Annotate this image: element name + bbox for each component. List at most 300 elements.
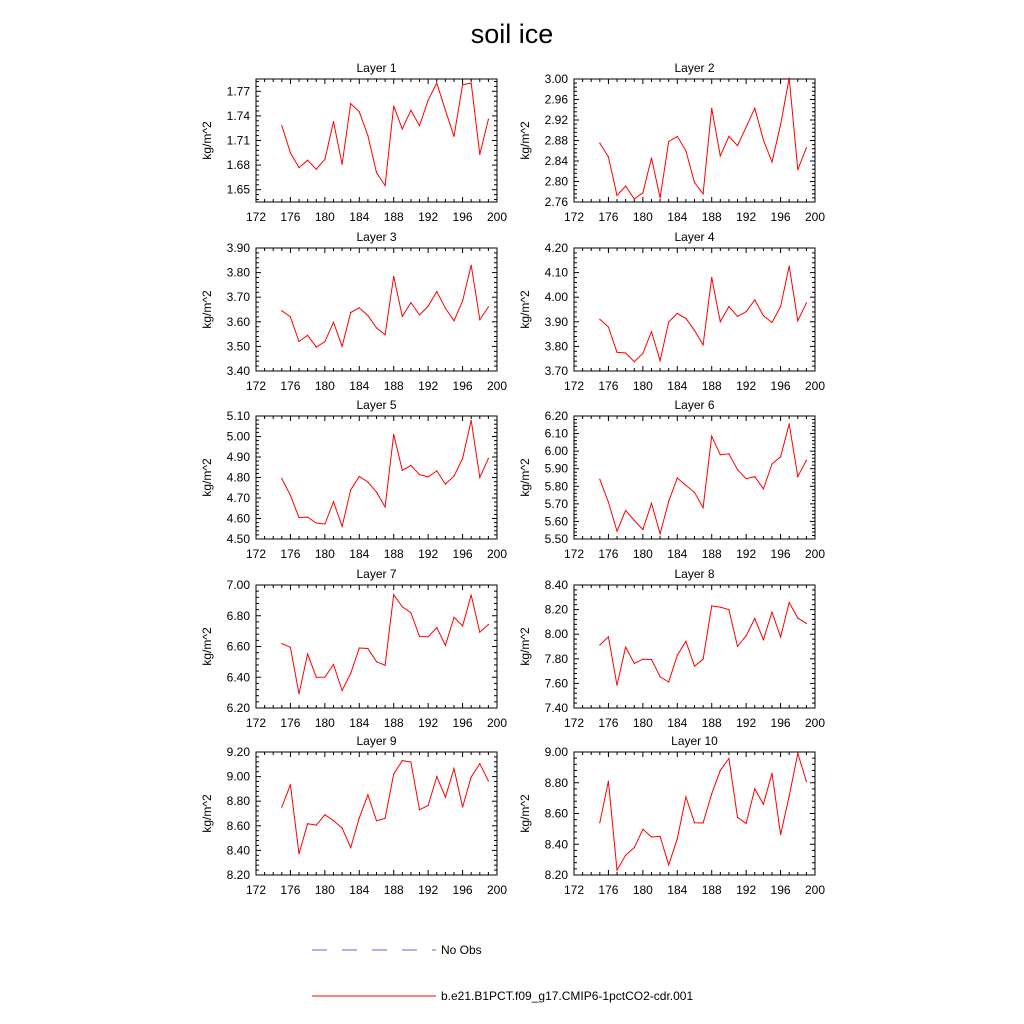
data-point	[746, 127, 747, 128]
data-point	[298, 693, 299, 694]
data-point	[333, 664, 334, 665]
x-tick-label: 184	[667, 210, 688, 224]
y-tick-label: 5.80	[544, 479, 568, 494]
data-point	[763, 488, 764, 489]
data-point	[488, 119, 489, 120]
data-point	[445, 484, 446, 485]
y-tick-label: 8.00	[544, 627, 568, 642]
x-tick-label: 184	[349, 379, 370, 393]
plot-frame	[574, 752, 815, 875]
data-point	[402, 128, 403, 129]
panel-title: Layer 10	[671, 734, 718, 748]
panel-title: Layer 4	[674, 230, 715, 244]
data-point	[471, 420, 472, 421]
data-point	[694, 822, 695, 823]
data-point	[350, 673, 351, 674]
y-tick-label: 5.50	[544, 532, 568, 546]
x-tick-label: 200	[486, 883, 508, 897]
data-point	[436, 470, 437, 471]
data-point	[608, 156, 609, 157]
plot-frame	[574, 79, 815, 202]
data-point	[453, 768, 454, 769]
data-point	[298, 853, 299, 854]
data-point	[771, 161, 772, 162]
x-tick-label: 196	[770, 883, 791, 897]
data-point	[419, 314, 420, 315]
y-axis-label: kg/m^2	[200, 627, 214, 666]
data-point	[367, 135, 368, 136]
y-tick-label: 8.20	[544, 602, 568, 617]
data-point	[780, 124, 781, 125]
data-point	[660, 360, 661, 361]
data-point	[385, 818, 386, 819]
data-point	[453, 320, 454, 321]
data-point	[616, 870, 617, 871]
data-point	[685, 150, 686, 151]
data-point	[393, 434, 394, 435]
data-point	[471, 83, 472, 84]
data-point	[410, 612, 411, 613]
y-axis-label: kg/m^2	[518, 121, 532, 160]
y-tick-label: 4.60	[226, 511, 250, 526]
data-point	[316, 522, 317, 523]
data-point	[616, 531, 617, 532]
series-line	[282, 420, 489, 526]
y-axis-label: kg/m^2	[200, 794, 214, 833]
data-point	[660, 533, 661, 534]
data-point	[342, 526, 343, 527]
plot-frame	[256, 752, 497, 875]
panel-title: Layer 9	[356, 734, 397, 748]
x-tick-label: 184	[349, 210, 370, 224]
data-point	[385, 506, 386, 507]
x-tick-label: 180	[632, 547, 653, 561]
data-point	[616, 352, 617, 353]
y-tick-label: 8.40	[544, 837, 568, 852]
data-point	[797, 618, 798, 619]
data-point	[281, 478, 282, 479]
data-point	[677, 136, 678, 137]
data-point	[471, 776, 472, 777]
x-tick-label: 176	[598, 379, 619, 393]
y-tick-label: 6.60	[226, 639, 250, 654]
data-point	[324, 814, 325, 815]
data-point	[290, 152, 291, 153]
data-point	[763, 315, 764, 316]
x-tick-label: 196	[770, 210, 791, 224]
data-point	[316, 825, 317, 826]
data-point	[333, 322, 334, 323]
data-point	[797, 320, 798, 321]
data-point	[367, 481, 368, 482]
x-tick-label: 180	[314, 716, 335, 730]
x-tick-label: 196	[452, 716, 473, 730]
data-point	[651, 503, 652, 504]
data-point	[711, 277, 712, 278]
data-point	[402, 760, 403, 761]
x-tick-label: 196	[770, 716, 791, 730]
data-point	[703, 344, 704, 345]
data-point	[307, 517, 308, 518]
data-point	[436, 291, 437, 292]
x-tick-label: 192	[736, 210, 757, 224]
y-tick-label: 3.60	[226, 314, 250, 329]
data-point	[754, 108, 755, 109]
x-tick-label: 196	[770, 379, 791, 393]
data-point	[281, 125, 282, 126]
data-point	[694, 330, 695, 331]
data-point	[668, 321, 669, 322]
x-tick-label: 196	[452, 210, 473, 224]
panels-group	[200, 61, 825, 897]
y-tick-label: 5.10	[226, 409, 250, 423]
data-point	[333, 501, 334, 502]
data-point	[806, 302, 807, 303]
data-point	[298, 517, 299, 518]
x-tick-label: 200	[486, 210, 508, 224]
y-tick-label: 4.70	[226, 491, 250, 505]
data-point	[677, 655, 678, 656]
y-tick-label: 5.00	[226, 429, 250, 444]
panel-title: Layer 3	[356, 230, 397, 244]
data-point	[471, 265, 472, 266]
data-point	[668, 141, 669, 142]
data-point	[350, 847, 351, 848]
y-tick-label: 5.70	[544, 496, 568, 511]
data-point	[333, 121, 334, 122]
panel-layer-10	[518, 734, 825, 897]
data-point	[703, 193, 704, 194]
data-point	[393, 106, 394, 107]
y-tick-label: 2.88	[544, 133, 568, 148]
x-tick-label: 200	[804, 210, 826, 224]
x-tick-label: 180	[632, 716, 653, 730]
x-tick-label: 180	[632, 883, 653, 897]
x-tick-label: 192	[736, 883, 757, 897]
data-point	[642, 192, 643, 193]
x-tick-label: 172	[563, 379, 585, 393]
data-point	[445, 308, 446, 309]
data-point	[290, 495, 291, 496]
x-tick-label: 172	[563, 716, 585, 730]
y-tick-label: 8.20	[226, 868, 250, 882]
panel-title: Layer 7	[356, 567, 397, 581]
data-point	[651, 331, 652, 332]
data-point	[393, 594, 394, 595]
data-point	[479, 477, 480, 478]
data-point	[720, 321, 721, 322]
data-point	[479, 763, 480, 764]
data-point	[350, 103, 351, 104]
data-point	[789, 265, 790, 266]
data-point	[359, 476, 360, 477]
y-tick-label: 8.40	[226, 843, 250, 858]
x-tick-label: 188	[701, 379, 722, 393]
data-point	[685, 318, 686, 319]
legend	[312, 943, 693, 1003]
x-tick-label: 188	[383, 379, 404, 393]
legend-series-label: b.e21.B1PCT.f09_g17.CMIP6-1pctCO2-cdr.001	[441, 989, 694, 1003]
data-point	[307, 823, 308, 824]
data-point	[462, 458, 463, 459]
data-point	[668, 681, 669, 682]
y-tick-label: 6.20	[544, 409, 568, 423]
data-point	[428, 476, 429, 477]
data-point	[763, 139, 764, 140]
data-point	[488, 458, 489, 459]
y-tick-label: 6.00	[544, 444, 568, 459]
data-point	[419, 636, 420, 637]
data-point	[668, 501, 669, 502]
y-tick-label: 8.20	[544, 868, 568, 882]
data-point	[789, 423, 790, 424]
series-line	[282, 761, 489, 854]
data-point	[307, 335, 308, 336]
data-point	[711, 793, 712, 794]
y-tick-label: 3.70	[226, 290, 250, 305]
y-tick-label: 5.60	[544, 514, 568, 529]
data-point	[720, 155, 721, 156]
data-point	[290, 316, 291, 317]
x-tick-label: 176	[280, 379, 301, 393]
y-tick-label: 2.84	[544, 154, 568, 168]
data-point	[660, 197, 661, 198]
data-point	[599, 319, 600, 320]
data-point	[625, 352, 626, 353]
x-tick-label: 192	[418, 883, 439, 897]
data-point	[806, 147, 807, 148]
data-point	[342, 164, 343, 165]
data-point	[333, 820, 334, 821]
data-point	[367, 648, 368, 649]
data-point	[728, 453, 729, 454]
data-point	[660, 676, 661, 677]
x-tick-label: 184	[667, 547, 688, 561]
data-point	[436, 776, 437, 777]
y-tick-label: 7.60	[544, 676, 568, 691]
data-point	[385, 185, 386, 186]
data-point	[728, 758, 729, 759]
data-point	[763, 804, 764, 805]
data-point	[763, 639, 764, 640]
y-tick-label: 6.40	[226, 670, 250, 685]
y-tick-label: 9.20	[226, 745, 250, 759]
data-point	[642, 353, 643, 354]
x-tick-label: 200	[804, 547, 826, 561]
y-tick-label: 1.71	[226, 133, 250, 148]
y-tick-label: 7.00	[226, 578, 250, 592]
data-point	[428, 100, 429, 101]
data-point	[711, 436, 712, 437]
y-tick-label: 6.80	[226, 608, 250, 623]
data-point	[324, 523, 325, 524]
data-point	[445, 797, 446, 798]
y-tick-label: 2.96	[544, 92, 568, 107]
data-point	[651, 836, 652, 837]
x-tick-label: 188	[383, 547, 404, 561]
data-point	[376, 172, 377, 173]
y-tick-label: 4.10	[544, 265, 568, 280]
x-tick-label: 192	[418, 379, 439, 393]
x-tick-label: 176	[598, 547, 619, 561]
data-point	[298, 167, 299, 168]
series-line	[282, 83, 489, 186]
y-tick-label: 4.00	[544, 290, 568, 305]
data-point	[797, 753, 798, 754]
data-point	[428, 306, 429, 307]
data-point	[703, 659, 704, 660]
data-point	[436, 83, 437, 84]
data-point	[737, 316, 738, 317]
data-point	[711, 108, 712, 109]
y-tick-label: 8.60	[226, 818, 250, 833]
x-tick-label: 172	[245, 883, 267, 897]
data-point	[471, 594, 472, 595]
y-axis-label: kg/m^2	[518, 458, 532, 497]
data-point	[350, 312, 351, 313]
data-point	[419, 474, 420, 475]
data-point	[771, 612, 772, 613]
panel-layer-1	[200, 61, 507, 224]
data-point	[359, 111, 360, 112]
data-point	[599, 822, 600, 823]
series-line	[600, 424, 807, 534]
y-tick-label: 3.00	[544, 72, 568, 86]
data-point	[324, 341, 325, 342]
panel-title: Layer 6	[674, 398, 715, 412]
data-point	[402, 470, 403, 471]
data-point	[728, 609, 729, 610]
x-tick-label: 176	[598, 883, 619, 897]
x-tick-label: 176	[598, 716, 619, 730]
data-point	[634, 198, 635, 199]
y-tick-label: 9.00	[544, 745, 568, 759]
x-tick-label: 176	[280, 210, 301, 224]
x-tick-label: 188	[383, 716, 404, 730]
data-point	[488, 306, 489, 307]
plot-frame	[256, 416, 497, 539]
data-point	[728, 136, 729, 137]
y-tick-label: 6.10	[544, 426, 568, 441]
data-point	[625, 510, 626, 511]
x-tick-label: 196	[452, 883, 473, 897]
x-tick-label: 188	[701, 716, 722, 730]
y-tick-label: 2.80	[544, 174, 568, 189]
x-tick-label: 192	[736, 379, 757, 393]
x-tick-label: 188	[701, 883, 722, 897]
data-point	[316, 677, 317, 678]
data-point	[677, 838, 678, 839]
y-axis-label: kg/m^2	[200, 121, 214, 160]
data-point	[436, 627, 437, 628]
data-point	[694, 666, 695, 667]
x-tick-label: 176	[280, 547, 301, 561]
data-point	[608, 781, 609, 782]
data-point	[290, 784, 291, 785]
data-point	[410, 762, 411, 763]
y-tick-label: 4.90	[226, 450, 250, 464]
x-tick-label: 188	[383, 883, 404, 897]
data-point	[806, 781, 807, 782]
data-point	[720, 454, 721, 455]
data-point	[780, 306, 781, 307]
data-point	[479, 632, 480, 633]
panel-layer-7	[200, 567, 507, 730]
data-point	[651, 659, 652, 660]
data-point	[393, 773, 394, 774]
data-point	[771, 463, 772, 464]
plot-frame	[256, 248, 497, 371]
data-point	[402, 606, 403, 607]
data-point	[608, 636, 609, 637]
x-tick-label: 192	[418, 716, 439, 730]
data-point	[737, 646, 738, 647]
data-point	[307, 653, 308, 654]
y-tick-label: 4.80	[226, 470, 250, 485]
x-tick-label: 196	[770, 547, 791, 561]
x-tick-label: 180	[314, 547, 335, 561]
y-tick-label: 7.80	[544, 651, 568, 666]
data-point	[462, 84, 463, 85]
data-point	[419, 125, 420, 126]
data-point	[298, 341, 299, 342]
data-point	[453, 617, 454, 618]
data-point	[419, 809, 420, 810]
plot-frame	[256, 585, 497, 708]
data-point	[771, 773, 772, 774]
x-tick-label: 196	[452, 547, 473, 561]
data-point	[453, 476, 454, 477]
x-tick-label: 172	[563, 883, 585, 897]
y-tick-label: 1.68	[226, 158, 250, 173]
panel-title: Layer 1	[356, 61, 397, 75]
data-point	[780, 834, 781, 835]
data-point	[685, 796, 686, 797]
data-point	[599, 644, 600, 645]
data-point	[342, 827, 343, 828]
data-point	[616, 685, 617, 686]
x-tick-label: 200	[804, 379, 826, 393]
x-tick-label: 172	[563, 210, 585, 224]
data-point	[428, 805, 429, 806]
panel-title: Layer 2	[674, 61, 715, 75]
x-tick-label: 180	[314, 379, 335, 393]
data-point	[694, 182, 695, 183]
data-point	[462, 806, 463, 807]
data-point	[410, 465, 411, 466]
series-line	[600, 753, 807, 870]
panel-layer-5	[200, 398, 507, 561]
data-point	[694, 492, 695, 493]
data-point	[281, 310, 282, 311]
y-tick-label: 4.50	[226, 532, 250, 546]
data-point	[428, 636, 429, 637]
data-point	[746, 311, 747, 312]
data-point	[359, 647, 360, 648]
data-point	[746, 478, 747, 479]
x-tick-label: 188	[701, 210, 722, 224]
x-tick-label: 188	[383, 210, 404, 224]
data-point	[316, 347, 317, 348]
y-tick-label: 3.70	[544, 364, 568, 378]
data-point	[703, 822, 704, 823]
data-point	[677, 313, 678, 314]
data-point	[324, 159, 325, 160]
data-point	[754, 476, 755, 477]
y-tick-label: 8.40	[544, 578, 568, 592]
data-point	[668, 864, 669, 865]
y-tick-label: 1.74	[226, 108, 250, 123]
